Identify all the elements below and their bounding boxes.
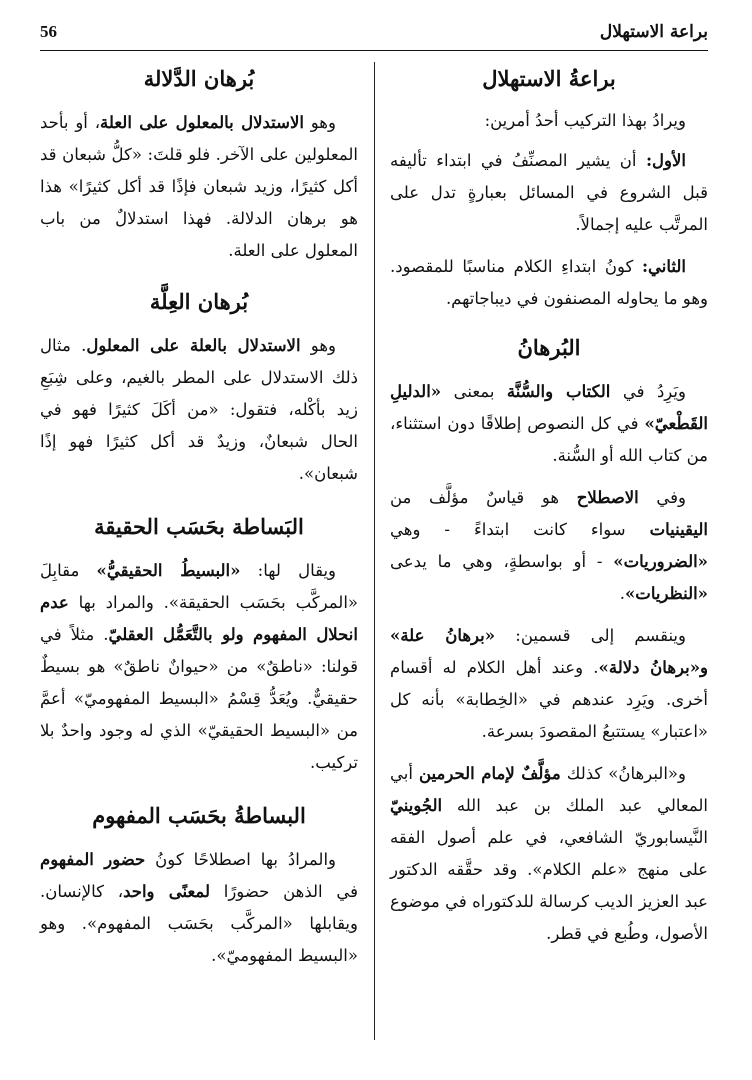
section-baraat-al-istihlal xyxy=(390,60,708,315)
paragraph-text: ويقال لها: xyxy=(240,561,336,580)
column-divider xyxy=(374,62,375,1040)
bold-term: الأول: xyxy=(645,151,686,170)
bold-term: حضور المفهوم xyxy=(40,850,146,869)
paragraph-text: وينقسم إلى قسمين: xyxy=(495,626,686,645)
bold-term: الجُوينيّ xyxy=(390,796,443,815)
paragraph-text: وهو xyxy=(303,113,336,132)
paragraph xyxy=(390,482,708,610)
section-basata-haqiqa xyxy=(40,508,358,779)
paragraph xyxy=(390,251,708,315)
section-heading: براعةُ الاستهلال xyxy=(482,66,616,91)
paragraph-text: في كل النصوص إطلاقًا دون استثناء، من كتاب الله أو السُّنة. xyxy=(390,414,708,465)
bold-term: مؤلَّفٌ لإمام الحرمين xyxy=(418,764,561,783)
paragraph-text: والمرادُ بها اصطلاحًا كونُ xyxy=(145,850,336,869)
paragraph-text: أن يشير المصنِّفُ في ابتداء تأليفه قبل الشروع في المسائل بعبارةٍ تدل على المرتَّب عليه إجمالاً. xyxy=(390,151,708,234)
bold-term: عدم انحلال المفهوم ولو بالتَّعَمُّل العقليّ xyxy=(40,593,358,644)
page-header xyxy=(40,22,708,50)
paragraph xyxy=(40,330,358,490)
paragraph-text: . مثلاً في قولنا: «ناطقٌ» من «حيوانٌ ناطقٌ» هو بسيطٌ حقيقيٌّ. ويُعَدُّ قِسْمُ «البسيط المفهوميّ» أعمَّ من «البسيط الحقيقيّ» الذي له وجود واحدٌ بلا تركيب. xyxy=(40,625,358,772)
bold-term: الثاني: xyxy=(641,257,686,276)
paragraph xyxy=(390,758,708,950)
bold-term: «برهانُ علة» و«برهانُ دلالة» xyxy=(390,626,709,677)
right-column xyxy=(390,60,708,950)
paragraph-text: هو قياسٌ مؤلَّف من xyxy=(390,488,577,507)
paragraph-text: ، كالإنسان. ويقابلها «المركَّب بحَسَب المفهوم». وهو «البسيط المفهوميّ». xyxy=(40,882,358,965)
paragraph-text: - أو بواسطةٍ، وهي ما يدعى xyxy=(390,552,614,571)
paragraph xyxy=(390,376,708,472)
bold-term: «الضروريات» xyxy=(613,552,708,571)
header-rule xyxy=(40,50,708,51)
paragraph-text: و«البرهانُ» كذلك xyxy=(560,764,686,783)
running-title: براعة الاستهلال xyxy=(599,22,708,42)
paragraph-text: في الذهن حضورًا xyxy=(210,882,358,901)
paragraph xyxy=(390,105,708,137)
section-heading: بُرهان العِلَّة xyxy=(149,289,249,314)
bold-term: اليقينيات xyxy=(649,520,708,539)
page-number: 56 xyxy=(40,22,57,41)
section-heading: البساطةُ بحَسَب المفهوم xyxy=(92,803,306,828)
bold-term: «النظريات» xyxy=(624,584,708,603)
bold-term: لمعنًى واحد xyxy=(123,882,210,901)
section-heading: البَساطة بحَسَب الحقيقة xyxy=(94,514,304,539)
paragraph xyxy=(390,620,708,748)
left-column xyxy=(40,60,358,972)
bold-term: «الدليلِ القَطْعيّ» xyxy=(390,382,708,433)
bold-term: الاستدلال بالمعلول على العلة xyxy=(100,113,304,132)
paragraph-text: مقابِلَ «المركَّب بحَسَب الحقيقة». والمراد بها xyxy=(40,561,358,612)
paragraph-text: . xyxy=(619,584,625,603)
paragraph-text: كونُ ابتداءِ الكلام مناسبًا للمقصود. وهو ما يحاوله المصنفون في ديباجاتهم. xyxy=(390,257,708,308)
paragraph-text: ، أو بأحد المعلولين على الآخر. فلو قلتَ: «كلُّ شبعان قد أكل كثيرًا، وزيد شبعان فإذًا قد أكل كثيرًا» هذا هو برهان الدلالة. فهذا استدلالٌ من باب المعلول على العلة. xyxy=(40,113,358,260)
paragraph-text: . مثال ذلك الاستدلال على المطر بالغيم، وعلى شِبَعِ زيد بأكْله، فتقول: «من أكَلَ كثيرًا فهو في الحال شبعانٌ، وزيدٌ قد أكل كثيرًا فهو إذًا شبعان». xyxy=(40,336,358,483)
bold-term: الاصطلاح xyxy=(576,488,639,507)
section-al-burhan xyxy=(390,329,708,950)
section-heading: بُرهان الدَّلالة xyxy=(143,66,255,91)
bold-term: «البسيطُ الحقيقيُّ» xyxy=(96,561,241,580)
paragraph-text: وهو xyxy=(300,336,336,355)
paragraph xyxy=(40,107,358,267)
paragraph-text: أبي المعالي عبد الملك بن عبد الله xyxy=(390,764,708,815)
paragraph xyxy=(40,555,358,779)
bold-term: الاستدلال بالعلة على المعلول xyxy=(86,336,301,355)
section-burhan-al-illa xyxy=(40,283,358,490)
paragraph-text: . وعند أهل الكلام له أقسام أخرى. ويَرِد عندهم في «الخِطابة» بأنه كل «اعتبار» يستتبعُ المقصودَ بسرعة. xyxy=(390,658,708,741)
section-burhan-al-dalala xyxy=(40,60,358,267)
bold-term: الكتاب والسُّنَّة xyxy=(506,382,611,401)
paragraph xyxy=(390,145,708,241)
section-basata-mafhum xyxy=(40,797,358,972)
section-heading: البُرهانُ xyxy=(517,335,581,360)
paragraph-text: بمعنى xyxy=(441,382,507,401)
paragraph-text: ويَرِدُ في xyxy=(610,382,686,401)
paragraph-text: وفي xyxy=(638,488,686,507)
paragraph xyxy=(40,844,358,972)
paragraph-text: النَّيسابوريّ الشافعي، في علم أصول الفقه على منهج «علم الكلام». وقد حقَّقه الدكتور عبد العزيز الديب كرسالة للدكتوراه في موضوع الأصول، وطُبع في قطر. xyxy=(390,828,708,943)
paragraph-text: ويرادُ بهذا التركيب أحدُ أمرين: xyxy=(484,111,686,130)
paragraph-text: سواء كانت ابتداءً - وهي xyxy=(390,520,650,539)
